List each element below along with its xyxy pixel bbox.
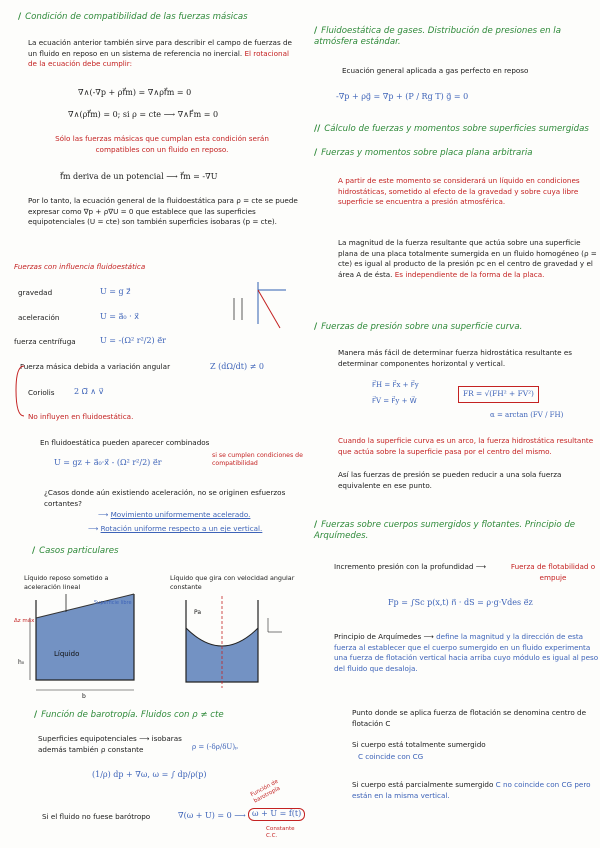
incremento-text: Incremento presión con la profundidad ⟶ <box>334 562 487 571</box>
section-title-gases: / Fluidoestática de gases. Distribución de presiones en la atmósfera estándar. <box>314 26 561 47</box>
fuerzas-influencia-title: Fuerzas con influencia fluidoestática <box>14 262 146 271</box>
coriolis-equation: 2 Ω⃗ ∧ v⃗ <box>74 387 104 396</box>
funcion-barotropia-note: Función de barotropía <box>249 778 282 805</box>
vectors-diagram-icon <box>206 276 306 346</box>
section-title-barotropia: / Función de barotropía. Fluidos con ρ ≠ cte <box>34 710 224 720</box>
gas-perfecto-text: Ecuación general aplicada a gas perfecto en reposo <box>342 66 529 75</box>
fr-equation: FR = √(FH² + FV²) <box>458 386 539 403</box>
section-title-curva: / Fuerzas de presión sobre una superficie curva. <box>314 322 523 332</box>
centrifuga-equation: U = -(Ω² r²/2) e⃗r <box>100 336 166 345</box>
superficie-libre-label: Superficie libre <box>94 600 132 606</box>
rho-equation: ρ = (-δρ/δU)ₚ <box>192 743 238 751</box>
lineal-tank-diagram <box>14 590 154 700</box>
section-title-arquimedes: / Fuerzas sobre cuerpos sumergidos y flotantes. Principio de Arquímedes. <box>314 520 576 541</box>
empuje-label: Fuerza de flotabilidad o empuje <box>510 562 596 582</box>
movimiento-item: ⟶ Movimiento uniformemente acelerado. <box>98 510 251 519</box>
bracket-icon <box>14 362 26 422</box>
liquido-label: Líquido <box>54 650 80 658</box>
no-barotropo-text: Si el fluido no fuese barótropo <box>42 812 151 821</box>
gravedad-label: gravedad <box>18 288 53 297</box>
barotropia-equation: ∇(ω + U) = 0 ⟶ <box>178 811 246 820</box>
combinados-equation: U = gz + a⃗₀·x⃗ - (Ω² r²/2) e⃗r <box>54 458 162 467</box>
centro-flotacion-text: Punto donde se aplica fuerza de flotación se denomina centro de flotación C <box>352 708 587 728</box>
reducir-text: Así las fuerzas de presión se pueden reducir a una sola fuerza equivalente en ese punto. <box>338 470 562 490</box>
equipotenciales-text: Superficies equipotenciales ⟶ isobaras además también ρ constante <box>38 734 182 754</box>
compatibilidad-note: Sólo las fuerzas másicas que cumplan esta condición serán compatibles con un fluido en reposo. <box>55 134 269 154</box>
pa-label: Pa <box>194 609 202 616</box>
sumergido-result: C coincide con CG <box>358 752 424 761</box>
caso-lineal-caption: Líquido reposo sometido a aceleración lineal <box>24 574 109 591</box>
aceleracion-equation: U = a⃗₀ · x⃗ <box>100 312 140 321</box>
aceleracion-label: aceleración <box>18 313 60 322</box>
alpha-equation: α = arctan (FV / FH) <box>490 411 564 419</box>
casos-question: ¿Casos donde aún existiendo aceleración, no se originen esfuerzos cortantes? <box>44 488 286 508</box>
gravedad-equation: U = g z⃗ <box>100 287 131 296</box>
barotropia-box: ω + U = f(t) <box>248 808 305 821</box>
flotacion-equation: Fp = ∫Sc p(x,t) n⃗ · dS = ρ·g·Vdes e⃗z <box>388 598 533 607</box>
hidrostatica-note: A partir de este momento se considerará un líquido en condiciones hidrostáticas, sometido al efecto de la gravedad y sobre cuya libre superficie se encuentra a presión atmosférica. <box>338 176 580 206</box>
rotacional-equation: ∇∧(-∇p + ρf⃗m) = ∇∧ρf⃗m = 0 <box>78 88 192 97</box>
combinados-text: En fluidoestática pueden aparecer combinados <box>40 438 210 447</box>
combinados-note: si se cumplen condiciones de compatibilidad <box>212 452 303 467</box>
sumergido-case: Si cuerpo está totalmente sumergido <box>352 740 486 749</box>
section-title-calculo: // Cálculo de fuerzas y momentos sobre superficies sumergidas <box>314 124 589 134</box>
section-title-casos: / Casos particulares <box>32 546 119 556</box>
h0-label: h₀ <box>18 659 25 666</box>
variacion-angular-label: Fuerza másica debida a variación angular <box>20 362 171 371</box>
caso-giro-caption: Líquido que gira con velocidad angular constante <box>170 574 295 591</box>
section-title-compatibilidad: / Condición de compatibilidad de las fuerzas másicas <box>18 12 248 22</box>
section-title-placa: / Fuerzas y momentos sobre placa plana arbitraria <box>314 148 533 158</box>
fh-equation: F⃗H = F⃗x + F⃗y <box>372 381 419 389</box>
fv-equation: F⃗V = F⃗y + W⃗ <box>372 397 417 405</box>
omega-equation: (1/ρ) dp + ∇ω, ω = ∫ dp/ρ(p) <box>92 770 207 779</box>
gas-equation: -∇p + ρg⃗ = ∇p + (P / Rg T) g⃗ = 0 <box>336 92 469 101</box>
centrifuga-label: fuerza centrífuga <box>14 337 76 346</box>
no-influyen-note: No influyen en fluidoestática. <box>28 412 134 421</box>
placa-paragraph: La magnitud de la fuerza resultante que actúa sobre una superficie plana de una placa totalmente sumergida en un fluido homogéneo (ρ = cte) es igual al producto de la presión pc en el centro de gravedad y el área A de ésta. Es independiente de la forma de la placa. <box>338 238 597 279</box>
arquimedes-paragraph: Principio de Arquímedes ⟶ define la magnitud y la dirección de esta fuerza al establecer que el cuerpo sumergido en un fluido experimenta una fuerza de flotación vertical hacia arriba cuyo módulo es igual al peso del fluido que desaloja. <box>334 632 599 673</box>
arco-note: Cuando la superficie curva es un arco, la fuerza hidrostática resultante que actúa sobre la superficie pasa por el centro del mismo. <box>338 436 594 456</box>
compatibilidad-paragraph: La ecuación anterior también sirve para describir el campo de fuerzas de un fluido en reposo en un sistema de referencia no inercial. El rotacional de la ecuación debe cumplir: <box>28 38 292 68</box>
coriolis-label: Coriolis <box>28 388 55 397</box>
fluidoestatica-paragraph: Por lo tanto, la ecuación general de la fluidoestática para ρ = cte se puede expresar como ∇p + ρ∇U = 0 que establece que las superficies equipotenciales (U = cte) son también superficies isobaras (p = cte). <box>28 196 298 226</box>
variacion-angular-equation: Z (dΩ/dt) ≠ 0 <box>210 362 265 371</box>
dz-label: Δz máx <box>14 618 35 624</box>
curva-paragraph: Manera más fácil de determinar fuerza hidrostática resultante es determinar componentes horizontal y vertical. <box>338 348 572 368</box>
rotating-tank-diagram <box>172 592 302 700</box>
parcial-case: Si cuerpo está parcialmente sumergido C no coincide con CG pero están en la misma vertical. <box>352 780 591 800</box>
potencial-equation: f⃗m deriva de un potencial ⟶ f⃗m = -∇U <box>60 172 218 181</box>
rotacion-item: ⟶ Rotación uniforme respecto a un eje vertical. <box>88 524 263 533</box>
constante-note: Constante C.C. <box>266 826 295 839</box>
b-label: b <box>82 693 86 700</box>
rotacional-equation-2: ∇∧(ρf⃗m) = 0; si ρ = cte ⟶ ∇∧F⃗m = 0 <box>68 110 219 119</box>
